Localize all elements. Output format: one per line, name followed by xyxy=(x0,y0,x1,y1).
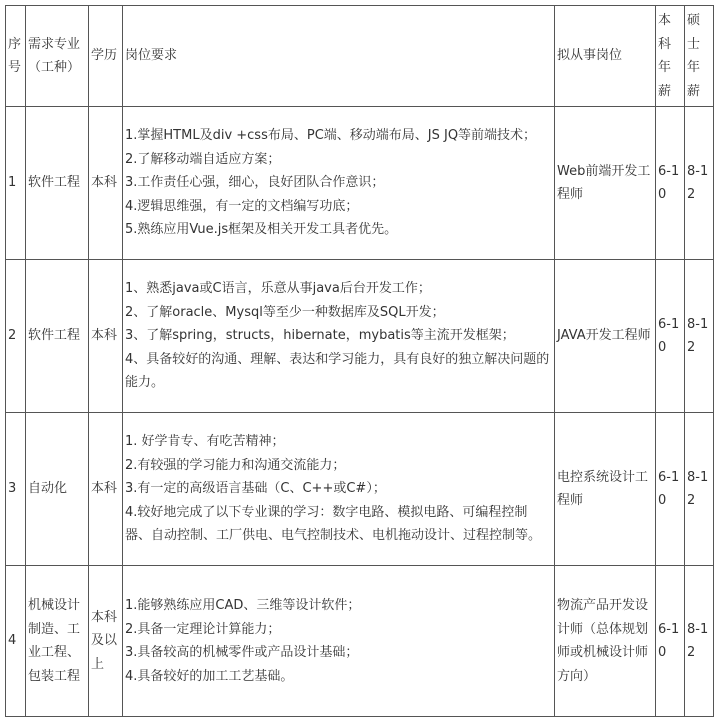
row-major: 机械设计制造、工业工程、包装工程 xyxy=(26,566,89,717)
header-bachelor-salary: 本科年薪 xyxy=(656,6,685,107)
row-seq: 3 xyxy=(6,413,26,566)
row-master-salary: 8-12 xyxy=(685,107,714,260)
requirement-item: 1.能够熟练应用CAD、三维等设计软件； xyxy=(125,598,361,613)
row-position: 电控系统设计工程师 xyxy=(555,413,656,566)
row-requirements xyxy=(123,107,555,260)
requirement-item: 4.逻辑思维强，有一定的文档编写功底； xyxy=(125,198,359,214)
row-master-salary: 8-12 xyxy=(685,260,714,413)
row-position: 物流产品开发设计师（总体规划师或机械设计师方向） xyxy=(555,566,656,717)
requirement-item: 3、了解spring，structs，hibernate，mybatis等主流开发框架； xyxy=(125,328,515,344)
row-seq: 2 xyxy=(6,260,26,413)
requirement-item: 1. 好学肯专、有吃苦精神； xyxy=(125,434,285,450)
header-major: 需求专业（工种） xyxy=(26,6,89,107)
requirement-item: 4.较好地完成了以下专业课的学习：数字电路、模拟电路、可编程控制器、自动控制、工厂供电、电气控制技术、电机拖动设计、过程控制等。 xyxy=(125,504,542,544)
requirement-item: 2.有较强的学习能力和沟通交流能力； xyxy=(125,457,346,473)
requirement-item: 5.熟练应用Vue.js框架及相关开发工具者优先。 xyxy=(125,222,398,238)
row-seq: 1 xyxy=(6,107,26,260)
row-major: 自动化 xyxy=(26,413,89,566)
header-edu: 学历 xyxy=(89,6,123,107)
requirement-item: 3.有一定的高级语言基础（C、C++或C#）； xyxy=(125,481,386,497)
row-requirements xyxy=(123,566,555,717)
row-master-salary: 8-12 xyxy=(685,413,714,566)
row-position: JAVA开发工程师 xyxy=(555,260,656,413)
row-bachelor-salary: 6-10 xyxy=(656,260,685,413)
requirement-item: 2.具备一定理论计算能力； xyxy=(125,621,281,637)
requirement-item: 3.工作责任心强，细心，良好团队合作意识； xyxy=(125,175,385,191)
row-master-salary: 8-12 xyxy=(685,566,714,717)
header-row xyxy=(6,6,714,107)
row-edu: 本科 xyxy=(89,413,123,566)
row-bachelor-salary: 6-10 xyxy=(656,566,685,717)
requirement-item: 4、具备较好的沟通、理解、表达和学习能力，具有良好的独立解决问题的能力。 xyxy=(125,351,550,391)
row-edu: 本科及以上 xyxy=(89,566,123,717)
row-position: Web前端开发工程师 xyxy=(555,107,656,260)
requirement-item: 1.掌握HTML及div +css布局、PC端、移动端布局、JS JQ等前端技术； xyxy=(125,128,537,144)
row-major: 软件工程 xyxy=(26,107,89,260)
requirement-item: 3.具备较高的机械零件或产品设计基础； xyxy=(125,645,359,660)
row-edu: 本科 xyxy=(89,107,123,260)
row-major: 软件工程 xyxy=(26,260,89,413)
row-bachelor-salary: 6-10 xyxy=(656,413,685,566)
table-row xyxy=(6,566,714,717)
job-requirements-table xyxy=(5,5,714,717)
row-seq: 4 xyxy=(6,566,26,717)
row-bachelor-salary: 6-10 xyxy=(656,107,685,260)
table-row xyxy=(6,107,714,260)
table-row xyxy=(6,260,714,413)
requirement-item: 4.具备较好的加工工艺基础。 xyxy=(125,668,294,684)
requirement-item: 1、熟悉java或C语言，乐意从事java后台开发工作； xyxy=(125,281,431,297)
row-requirements xyxy=(123,413,555,566)
header-master-salary: 硕士年薪 xyxy=(685,6,714,107)
row-edu: 本科 xyxy=(89,260,123,413)
row-requirements xyxy=(123,260,555,413)
requirement-item: 2.了解移动端自适应方案； xyxy=(125,151,281,167)
table-row xyxy=(6,413,714,566)
header-requirements: 岗位要求 xyxy=(123,6,555,107)
header-position: 拟从事岗位 xyxy=(555,6,656,107)
header-seq: 序号 xyxy=(6,6,26,107)
requirement-item: 2、了解oracle、Mysql等至少一种数据库及SQL开发； xyxy=(125,304,445,320)
